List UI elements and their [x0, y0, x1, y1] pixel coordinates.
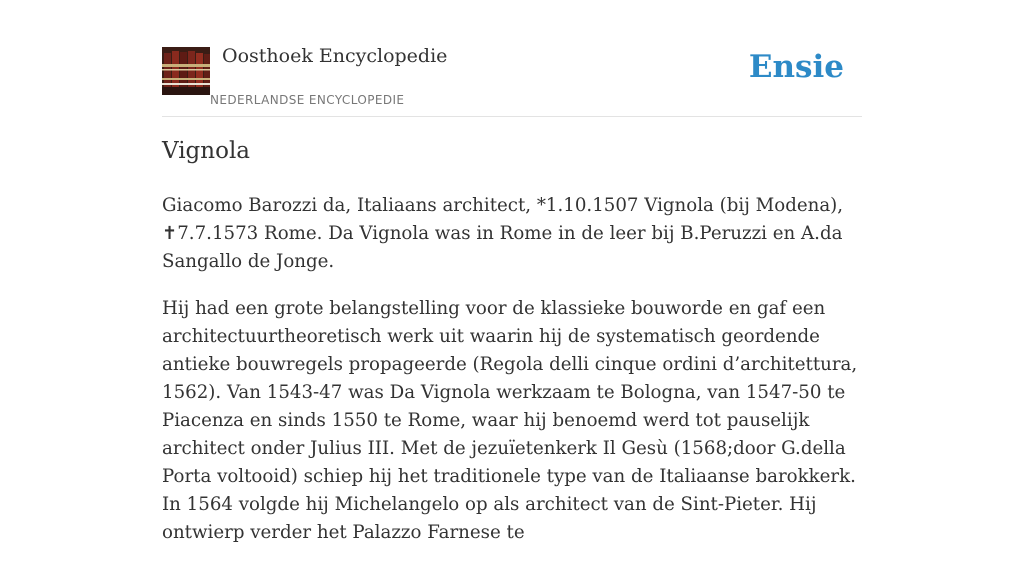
encyclopedia-books-graphic [162, 47, 210, 95]
article-body [162, 192, 862, 566]
brand-logo-link[interactable]: Ensie [748, 49, 844, 85]
page-title: Vignola [162, 138, 251, 164]
site-subtitle: NEDERLANDSE ENCYCLOPEDIE [210, 93, 405, 107]
article-paragraph: Giacomo Barozzi da, Italiaans architect, *1.10.1507 Vignola (bij Modena), ✝7.7.1573 Rome. Da Vignola was in Rome in de leer bij B.Peruzzi en A.da Sangallo de Jonge. [162, 195, 844, 272]
site-header [162, 0, 862, 117]
article-paragraph: Hij had een grote belangstelling voor de klassieke bouworde en gaf een architectuurtheoretisch werk uit waarin hij de systematisch geordende antieke bouwregels propageerde (Regola delli cinque ordini d’architettura, 1562). Van 1543-47 was Da Vignola werkzaam te Bologna, van 1547-50 te Piacenza en sinds 1550 te Rome, waar hij benoemd werd tot pauselijk architect onder Julius III. Met de jezuïetenkerk Il Gesù (1568;door G.della Porta voltooid) schiep hij het traditionele type van de Italiaanse barokkerk. In 1564 volgde hij Michelangelo op als architect van de Sint-Pieter. Hij ontwierp verder het Palazzo Farnese te [162, 298, 858, 543]
site-title-link[interactable]: Oosthoek Encyclopedie [222, 45, 448, 67]
encyclopedia-books-icon[interactable] [162, 47, 210, 95]
